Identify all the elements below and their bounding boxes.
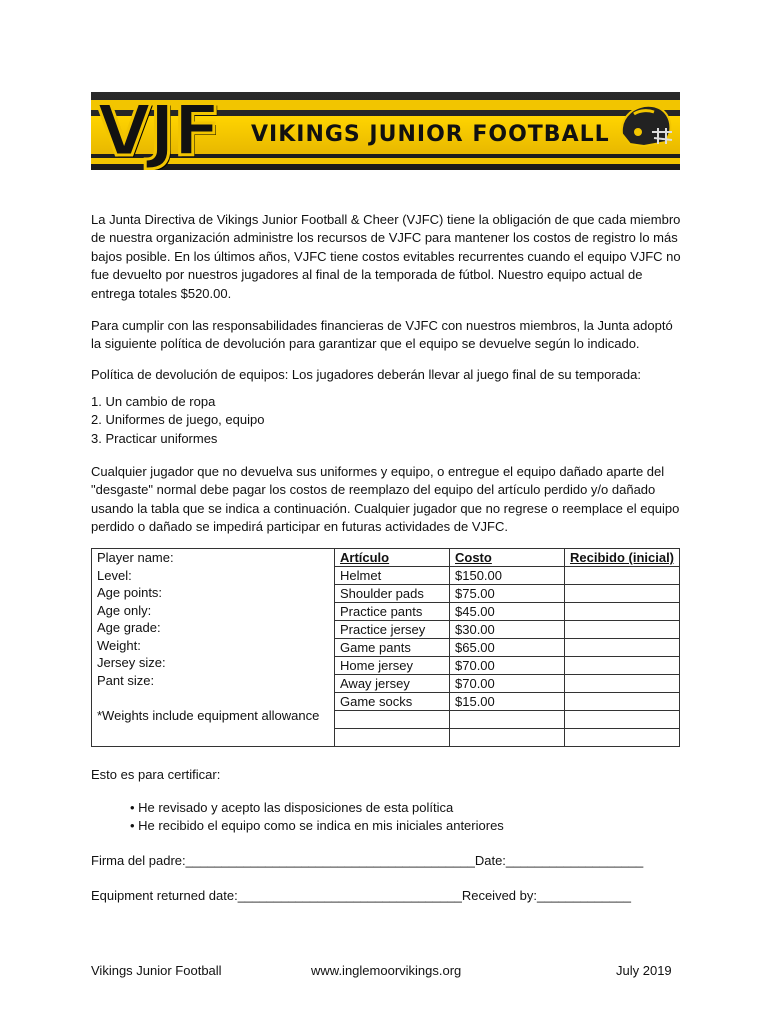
initial-field[interactable] [565, 693, 680, 711]
empty-cell [335, 711, 450, 729]
list-item: 2. Uniformes de juego, equipo [91, 412, 265, 428]
footer-org: Vikings Junior Football [91, 963, 222, 978]
empty-cell [335, 729, 450, 747]
policy-paragraph: Para cumplir con las responsabilidades financieras de VJFC con nuestros miembros, la Junta adoptó la siguiente política de devolución para garantizar que el equipo se devuelve según lo indicado. [91, 318, 673, 352]
age-grade-label: Age grade: [97, 620, 161, 635]
age-only-label: Age only: [97, 602, 152, 618]
vjf-banner [91, 92, 680, 170]
list-item: 3. Practicar uniformes [91, 430, 218, 446]
item-name: Game pants [335, 639, 450, 657]
item-cost: $45.00 [450, 603, 565, 621]
pant-size-label: Pant size: [97, 672, 155, 688]
item-name: Home jersey [335, 657, 450, 675]
penalty-paragraph: Cualquier jugador que no devuelva sus uniformes y equipo, o entregue el equipo dañado aparte del "desgaste" normal debe pagar los costos de reemplazo del equipo del artículo perdido y/o dañado usando la tabla que se indica a continuación. Cualquier jugador que no regrese o reemplace el equipo perdido o dañado se impedirá participar en futuras actividades de VJFC. [91, 464, 680, 535]
intro-paragraph: La Junta Directiva de Vikings Junior Football & Cheer (VJFC) tiene la obligación de que cada miembro de nuestra organización administre los recursos de VJFC para mantener los costos de registro lo más bajos posible. En los últimos años, VJFC tiene costos evitables recurrentes cuando el equipo VJFC no fue devuelto por nuestros jugadores al final de la temporada de fútbol. Nuestro equipo actual de entrega totales $520.00. [91, 212, 681, 301]
item-name: Game socks [335, 693, 450, 711]
empty-cell [450, 711, 565, 729]
initial-field[interactable] [565, 675, 680, 693]
initial-field[interactable] [565, 603, 680, 621]
jersey-size-label: Jersey size: [97, 655, 166, 670]
item-name: Practice pants [335, 603, 450, 621]
item-cost: $65.00 [450, 639, 565, 657]
parent-signature-line[interactable]: Firma del padre:________________________________________Date:___________________ [91, 853, 644, 868]
weight-label: Weight: [97, 637, 141, 653]
header-articulo: Artículo [335, 549, 450, 567]
banner-logo-letters: VJF [97, 92, 220, 170]
item-cost: $150.00 [450, 567, 565, 585]
spacer [97, 689, 329, 707]
initial-field[interactable] [565, 567, 680, 585]
weights-note: *Weights include equipment allowance [97, 707, 320, 723]
footer-website: www.inglemoorvikings.org [311, 963, 462, 978]
initial-field[interactable] [565, 621, 680, 639]
list-item: • He revisado y acepto las disposiciones de esta política [130, 800, 454, 815]
item-name: Away jersey [335, 675, 450, 693]
initial-field[interactable] [565, 657, 680, 675]
list-item: 1. Un cambio de ropa [91, 394, 216, 409]
header-recibido: Recibido (inicial) [565, 549, 680, 567]
initial-field[interactable] [565, 585, 680, 603]
initial-field[interactable] [565, 639, 680, 657]
empty-cell [450, 729, 565, 747]
policy-heading: Política de devolución de equipos: Los jugadores deberán llevar al juego final de su temporada: [91, 367, 641, 382]
item-cost: $70.00 [450, 657, 565, 675]
banner-logo-name: VIKINGS JUNIOR FOOTBALL [251, 122, 610, 147]
footer-date: July 2019 [616, 963, 672, 978]
player-name-label: Player name: [97, 550, 174, 565]
header-costo: Costo [450, 549, 565, 567]
item-cost: $70.00 [450, 675, 565, 693]
item-cost: $75.00 [450, 585, 565, 603]
item-cost: $15.00 [450, 693, 565, 711]
player-info-cell [92, 549, 335, 747]
item-name: Shoulder pads [335, 585, 450, 603]
certify-list [130, 799, 504, 836]
initial-field[interactable] [565, 711, 680, 729]
age-points-label: Age points: [97, 585, 163, 600]
return-list [91, 393, 681, 448]
initial-field[interactable] [565, 729, 680, 747]
football-helmet-icon [614, 98, 676, 160]
equipment-returned-line[interactable]: Equipment returned date:_______________________________Received by:_____________ [91, 888, 631, 903]
level-label: Level: [97, 567, 132, 583]
item-name: Helmet [335, 567, 450, 585]
item-name: Practice jersey [335, 621, 450, 639]
certify-intro: Esto es para certificar: [91, 767, 221, 782]
item-cost: $30.00 [450, 621, 565, 639]
list-item: • He recibido el equipo como se indica en mis iniciales anteriores [130, 818, 504, 834]
equipment-table [91, 548, 680, 747]
